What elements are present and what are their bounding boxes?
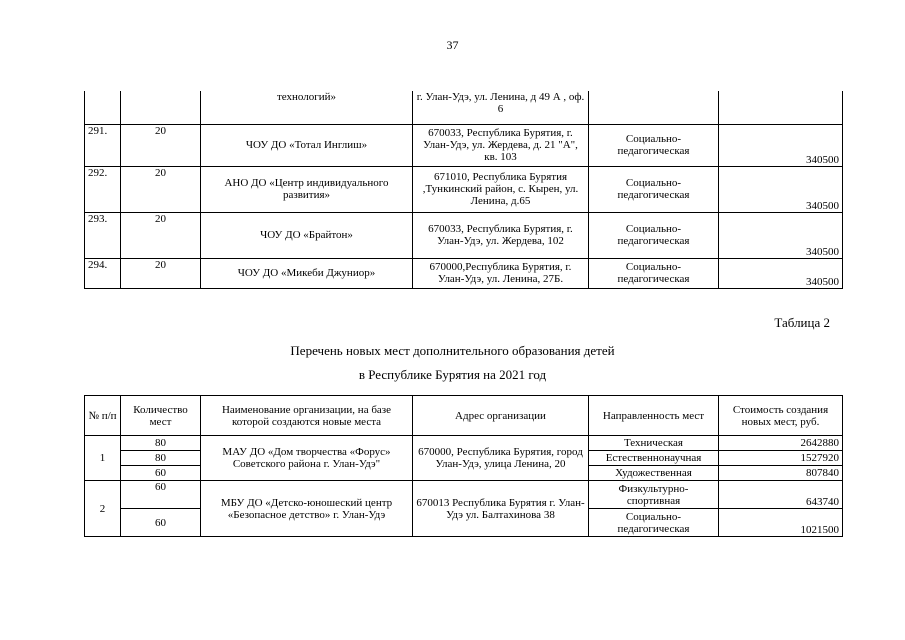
cell-org: МБУ ДО «Детско-юношеский центр «Безопасное детство» г. Улан-Удэ (201, 481, 413, 537)
table-row (85, 124, 843, 166)
cell-qty (121, 91, 201, 124)
cell-qty: 80 (121, 436, 201, 451)
table-row (85, 91, 843, 124)
cell-cost: 340500 (719, 124, 843, 166)
table-row (85, 212, 843, 258)
cell-cost: 1527920 (719, 451, 843, 466)
cell-qty: 80 (121, 451, 201, 466)
table-row (85, 436, 843, 451)
cell-address: 670000, Республика Бурятия, город Улан-Удэ, улица Ленина, 20 (413, 436, 589, 481)
cell-direction: Социально-педагогическая (589, 258, 719, 288)
cell-direction: Техническая (589, 436, 719, 451)
header-address: Адрес организации (413, 396, 589, 436)
cell-cost: 2642880 (719, 436, 843, 451)
cell-cost: 340500 (719, 258, 843, 288)
cell-num: 293. (85, 212, 121, 258)
cell-qty: 60 (121, 509, 201, 537)
header-org: Наименование организации, на базе которой создаются новые места (201, 396, 413, 436)
cell-direction: Физкультурно-спортивная (589, 481, 719, 509)
cell-org: технологий» (201, 91, 413, 124)
cell-num: 1 (85, 436, 121, 481)
cell-address: г. Улан-Удэ, ул. Ленина, д 49 А , оф. 6 (413, 91, 589, 124)
cell-qty: 60 (121, 466, 201, 481)
cell-org: МАУ ДО «Дом творчества «Форус» Советского района г. Улан-Удэ" (201, 436, 413, 481)
cell-cost: 643740 (719, 481, 843, 509)
table-title-line-1: Перечень новых мест дополнительного образования детей (290, 343, 615, 358)
header-direction: Направленность мест (589, 396, 719, 436)
cell-direction: Социально-педагогическая (589, 124, 719, 166)
cell-num (85, 91, 121, 124)
header-cost: Стоимость создания новых мест, руб. (719, 396, 843, 436)
table-label: Таблица 2 (774, 315, 830, 330)
cell-org: ЧОУ ДО «Тотал Инглиш» (201, 124, 413, 166)
table-row (85, 166, 843, 212)
table-row (85, 481, 843, 509)
cell-org: АНО ДО «Центр индивидуального развития» (201, 166, 413, 212)
cell-direction: Социально-педагогическая (589, 212, 719, 258)
cell-org: ЧОУ ДО «Брайтон» (201, 212, 413, 258)
table-row (85, 258, 843, 288)
cell-org: ЧОУ ДО «Микеби Джуниор» (201, 258, 413, 288)
cell-direction: Естественнонаучная (589, 451, 719, 466)
table-title-line-2: в Республике Бурятия на 2021 год (358, 367, 547, 382)
cell-num: 291. (85, 124, 121, 166)
cell-address: 671010, Республика Бурятия ,Тункинский район, с. Кырен, ул. Ленина, д.65 (413, 166, 589, 212)
cell-address: 670033, Республика Бурятия, г. Улан-Удэ, ул. Жердева, д. 21 "А", кв. 103 (413, 124, 589, 166)
cell-direction: Социально-педагогическая (589, 509, 719, 537)
cell-direction: Художественная (589, 466, 719, 481)
cell-num: 2 (85, 481, 121, 537)
cell-num: 292. (85, 166, 121, 212)
cell-cost: 1021500 (719, 509, 843, 537)
cell-cost: 340500 (719, 212, 843, 258)
cell-num: 294. (85, 258, 121, 288)
cell-cost: 340500 (719, 166, 843, 212)
cell-address: 670000,Республика Бурятия, г. Улан-Удэ, ул. Ленина, 27Б. (413, 258, 589, 288)
cell-qty: 60 (121, 481, 201, 509)
cell-address: 670033, Республика Бурятия, г. Улан-Удэ, ул. Жердева, 102 (413, 212, 589, 258)
cell-address: 670013 Республика Бурятия г. Улан-Удэ ул. Балтахинова 38 (413, 481, 589, 537)
cell-direction: Социально-педагогическая (589, 166, 719, 212)
table-continued (84, 91, 843, 289)
table-header-row (85, 396, 843, 436)
cell-qty: 20 (121, 212, 201, 258)
cell-cost (719, 91, 843, 124)
table-2 (84, 395, 843, 537)
cell-qty: 20 (121, 258, 201, 288)
header-qty: Количество мест (121, 396, 201, 436)
header-num: № п/п (85, 396, 121, 436)
cell-qty: 20 (121, 166, 201, 212)
cell-direction (589, 91, 719, 124)
page-number: 37 (446, 38, 459, 52)
cell-qty: 20 (121, 124, 201, 166)
cell-cost: 807840 (719, 466, 843, 481)
